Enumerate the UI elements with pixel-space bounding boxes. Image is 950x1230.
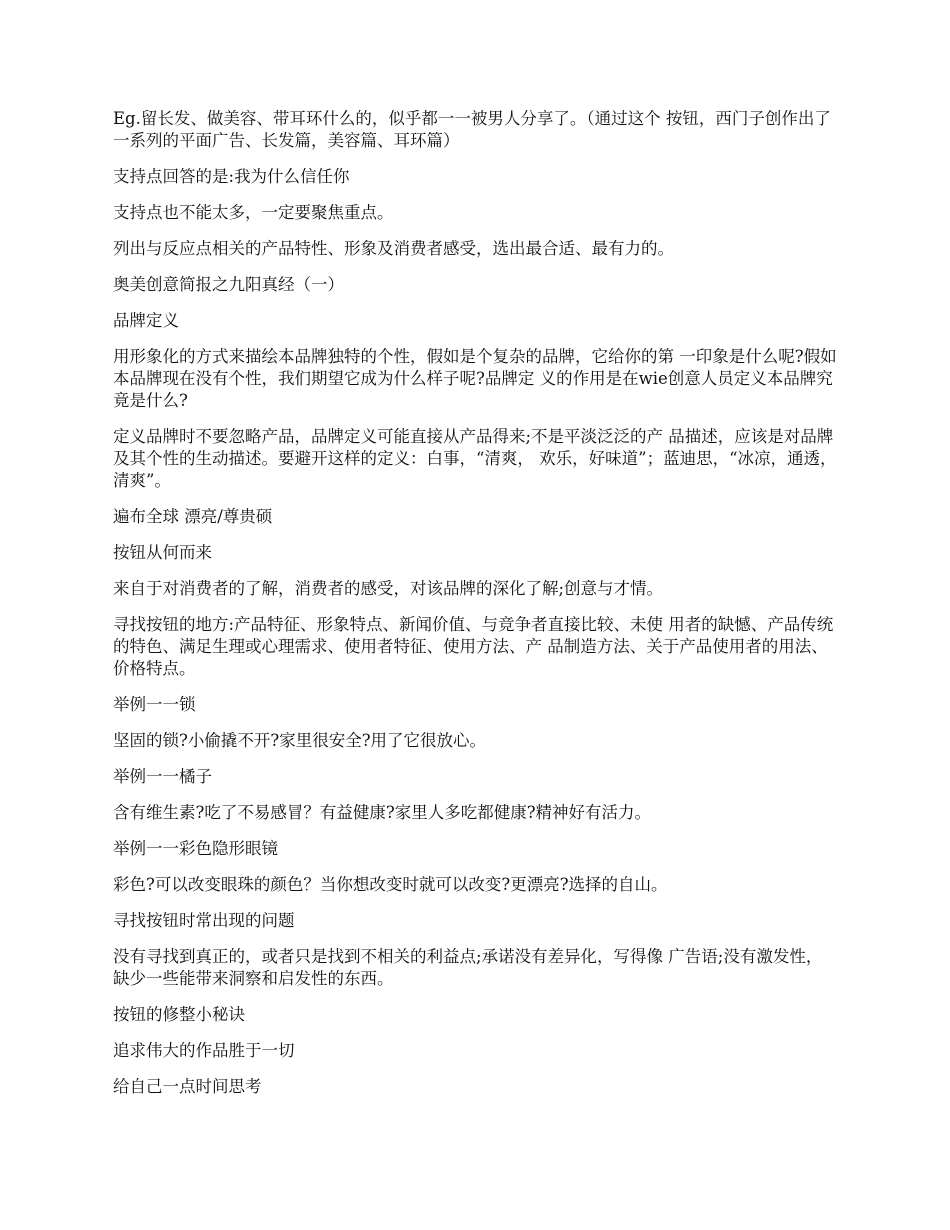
- heading-example-lock: 举例一一锁: [113, 695, 196, 714]
- heading-ogilvy-brief: 奥美创意简报之九阳真经（一）: [113, 275, 344, 294]
- paragraph-common-problems: 没有寻找到真正的，或者只是找到不相关的利益点;承诺没有差异化，写得像 广告语;没有激发性，缺少一些能带来洞察和启发性的东西。: [113, 947, 823, 988]
- paragraph-brand-definition-tips: 定义品牌时不要忽略产品，品牌定义可能直接从产品得来;不是平淡泛泛的产 品描述，应该是对品牌及其个性的生动描述。要避开这样的定义：白事，“清爽， 欢乐，好味道”；蓝迪思，“冰凉，通透，清爽”。: [113, 427, 837, 490]
- paragraph-example-contact-lens: 彩色?可以改变眼珠的颜色？当你想改变时就可以改变?更漂亮?选择的自山。: [113, 875, 668, 894]
- paragraph-button-origin-desc: 来自于对消费者的了解，消费者的感受，对该品牌的深化了解;创意与才情。: [113, 579, 664, 598]
- paragraph-global-example: 遍布全球 漂亮/尊贵硕: [113, 507, 273, 526]
- heading-button-origin: 按钮从何而来: [113, 543, 212, 562]
- heading-button-tips: 按钮的修整小秘诀: [113, 1005, 245, 1024]
- paragraph-where-to-find-button: 寻找按钮的地方:产品特征、形象特点、新闻价值、与竞争者直接比较、未使 用者的缺憾、产品传统的特色、满足生理或心理需求、使用者特征、使用方法、产 品制造方法、关于产品使用者的用法、价格特点。: [113, 615, 834, 678]
- heading-example-contact-lens: 举例一一彩色隐形眼镜: [113, 839, 278, 858]
- paragraph-brand-definition-desc: 用形象化的方式来描绘本品牌独特的个性，假如是个复杂的品牌，它给你的第 一印象是什么呢?假如本品牌现在没有个性，我们期望它成为什么样子呢?品牌定 义的作用是在wie创意人员定义本品牌究竟是什么?: [113, 347, 837, 410]
- paragraph-list-product-traits: 列出与反应点相关的产品特性、形象及消费者感受，选出最合适、最有力的。: [113, 239, 674, 258]
- document-page: [113, 108, 838, 1112]
- paragraph-example-lock: 坚固的锁?小偷撬不开?家里很安全?用了它很放心。: [113, 731, 487, 750]
- paragraph-support-point-question: 支持点回答的是:我为什么信任你: [113, 167, 350, 186]
- heading-brand-definition: 品牌定义: [113, 311, 179, 330]
- paragraph-give-time-to-think: 给自己一点时间思考: [113, 1077, 262, 1096]
- heading-example-orange: 举例一一橘子: [113, 767, 212, 786]
- paragraph-eg-examples: Eg.留长发、做美容、带耳环什么的，似乎都一一被男人分享了。（通过这个 按钮，西门子创作出了一系列的平面广告、长发篇，美容篇、耳环篇）: [113, 109, 831, 150]
- paragraph-example-orange: 含有维生素?吃了不易感冒？有益健康?家里人多吃都健康?精神好有活力。: [113, 803, 652, 822]
- paragraph-pursue-great-work: 追求伟大的作品胜于一切: [113, 1041, 295, 1060]
- heading-common-problems: 寻找按钮时常出现的问题: [113, 911, 295, 930]
- paragraph-support-point-focus: 支持点也不能太多，一定要聚焦重点。: [113, 203, 394, 222]
